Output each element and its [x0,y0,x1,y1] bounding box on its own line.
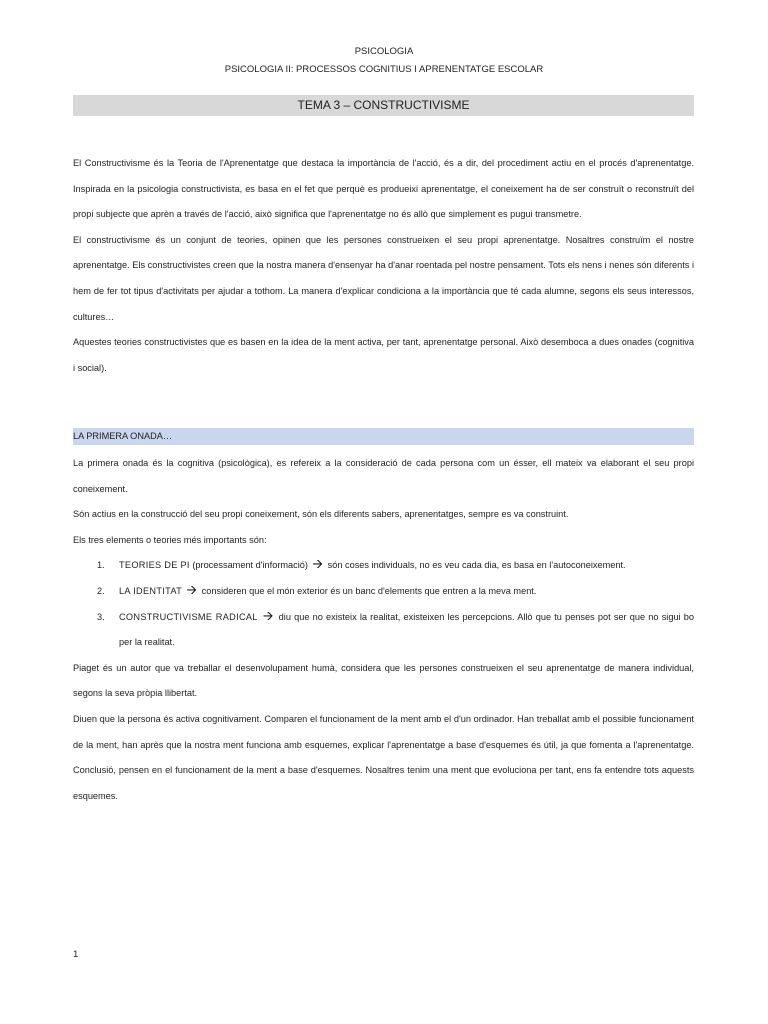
text-span: diu que no existeix la realitat, existeixen les percepcions. Allò que tu penses pot ser que no sigui bo per la realitat. [119,611,695,648]
list-number: 1. [97,560,105,571]
paragraph: El Constructivisme és la Teoria de l'Aprenentatge que destaca la importància de l'acció, és a dir, del procediment actiu en el procés d'aprenentatge. Inspirada en la psicologia constructivista, es basa en el fet que perquè es produeixi aprenentatge, el coneixement ha de ser construït o reconstruït del propi subjecte que aprèn a través de l'acció, això significa que l'aprenentatge no és allò que simplement es pugui transmetre. [73,158,694,220]
paragraph: Diuen que la persona és activa cognitivament. Comparen el funcionament de la ment amb el d'un ordinador. Han treballat amb el possible funcionament de la ment, han après que la nostra ment funciona amb esquemes, explicar l'aprenentatge a base d'esquemes és útil, ja que fomenta a l'aprenentatge. Conclusió, pensen en el funcionament de la ment a base d'esquemes. Nosaltres tenim una ment que evoluciona per tant, ens fa entendre tots aquests esquemes. [73,713,694,801]
text-span: consideren que el món exterior és un banc d'elements que entren a la meva ment. [199,585,537,596]
paragraph: Piaget és un autor que va treballar el desenvolupament humà, considera que les persones construeixen el seu aprenentatge de manera individual, segons la seva pròpia llibertat. [73,662,694,699]
text-span: (processament d'informació) [189,560,311,571]
list-item [73,605,694,656]
text-span [258,612,261,622]
page-number: 1 [73,949,79,960]
arrow-right-icon: 🡪 [186,581,198,597]
paragraph [73,451,694,502]
document-subject: PSICOLOGIA [354,46,414,57]
text-span: (psicològica), es refereix a la consideració de cada persona com un ésser, ell mateix va elaborant el seu propi coneixement. [73,458,694,494]
theory-term: CONSTRUCTIVISME RADICAL [119,611,258,622]
highlighted-term: cognitiva [177,458,214,468]
list-number: 2. [97,585,105,596]
arrow-right-icon: 🡪 [312,556,324,572]
paragraph: El constructivisme és un conjunt de teories, opinen que les persones construeixen el seu propi aprenentatge. Nosaltres construïm el nostre aprenentatge. Els constructivistes creen que la nostra manera d'ensenyar ha d'anar roentada pel nostre pensament. Tots els nens i nenes són diferents i hem de fer tot tipus d'activitats per ajudar a tothom. La manera d'explicar condiciona a la importància que té cada alumne, segons els seus interessos, cultures… [73,234,694,322]
arrow-right-icon: 🡪 [262,607,274,623]
paragraph: Els tres elements o teories més importants són: [73,534,267,545]
intro-section [73,151,694,381]
paragraph: Són actius en la construcció del seu propi coneixement, són els diferents sabers, aprenentatges, sempre es va construint. [73,509,569,520]
text-span: són coses individuals, no es veu cada dia, es basa en l'autoconeixement. [325,560,626,571]
list-item [73,553,694,579]
document-course: PSICOLOGIA II: PROCESSOS COGNITIUS I APRENENTATGE ESCOLAR [224,64,544,75]
list-number: 3. [97,611,105,622]
first-wave-section [73,451,694,809]
paragraph: Aquestes teories constructivistes que es basen en la idea de la ment activa, per tant, aprenentatge personal. Això desemboca a dues onades (cognitiva i social). [73,337,694,373]
theory-term: LA IDENTITAT [119,585,182,596]
page-title: TEMA 3 – CONSTRUCTIVISME [73,95,694,116]
text-span [182,586,185,596]
text-span: La primera onada és la [73,458,178,468]
theory-term: TEORIES DE PI [119,560,190,571]
list-item [73,579,694,605]
theories-list [73,553,694,655]
section-heading: LA PRIMERA ONADA… [73,428,694,445]
